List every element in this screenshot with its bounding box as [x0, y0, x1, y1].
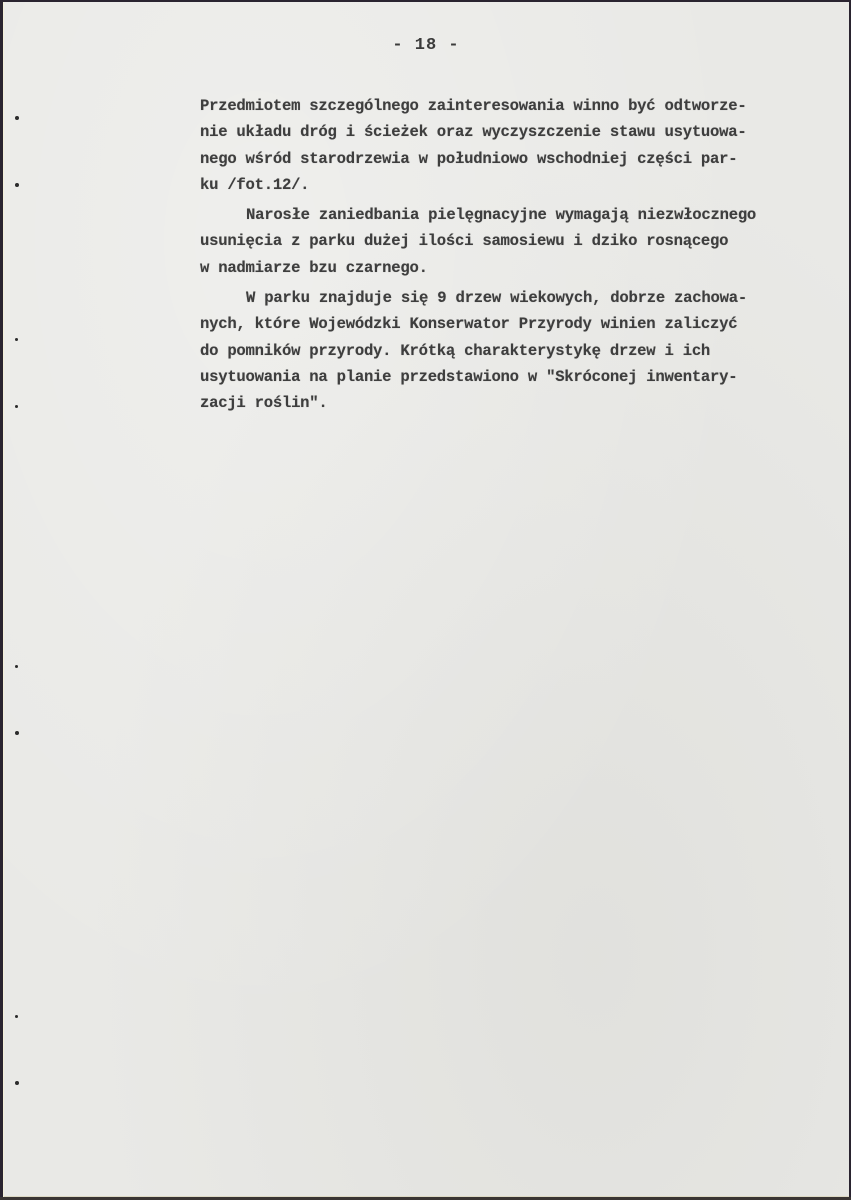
punch-hole-mark [15, 731, 19, 735]
text-line: ku /fot.12/. [200, 175, 310, 194]
text-line: usunięcia z parku dużej ilości samosiewu i dziko rosnącego [200, 232, 729, 251]
body-text [200, 93, 840, 417]
text-line: usytuowania na planie przedstawiono w "Skróconej inwentary- [200, 367, 738, 386]
punch-hole-mark [15, 183, 19, 187]
punch-hole-mark [15, 116, 19, 120]
paragraph-3 [200, 285, 840, 416]
text-line: Przedmiotem szczególnego zainteresowania winno być odtworze- [200, 97, 747, 115]
text-line: Narosłe zaniedbania pielęgnacyjne wymagają niezwłocznego [246, 206, 757, 225]
text-line: w nadmiarze bzu czarnego. [200, 258, 428, 277]
punch-hole-mark [15, 1015, 18, 1018]
punch-hole-mark [15, 338, 18, 341]
text-line: do pomników przyrody. Krótką charakterystykę drzew i ich [200, 341, 711, 360]
text-line: W parku znajduje się 9 drzew wiekowych, dobrze zachowa- [246, 289, 747, 308]
text-line: nych, które Wojewódzki Konserwator Przyrody winien zaliczyć [200, 315, 738, 334]
text-line: zacji roślin". [200, 394, 328, 413]
punch-hole-mark [15, 405, 18, 408]
punch-hole-mark [15, 1081, 19, 1085]
document-page [3, 2, 849, 1197]
text-line: nego wśród starodrzewia w południowo wschodniej części par- [200, 149, 738, 168]
paragraph-1 [200, 93, 840, 198]
punch-hole-mark [15, 665, 18, 668]
text-line: nie układu dróg i ścieżek oraz wyczyszczenie stawu usytuowa- [200, 123, 747, 142]
page-number: - 18 - [392, 36, 460, 55]
paragraph-2 [200, 202, 840, 281]
